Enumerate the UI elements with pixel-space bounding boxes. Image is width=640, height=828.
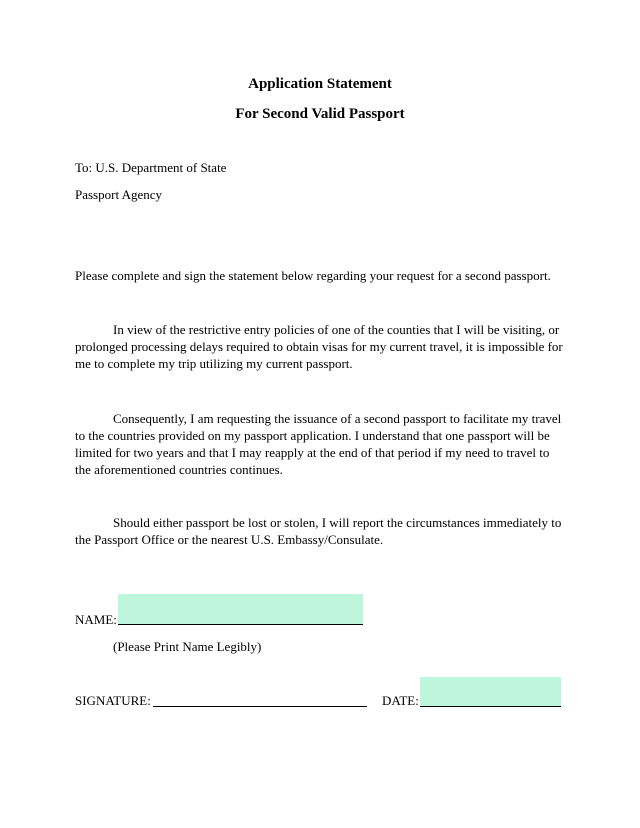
statement-paragraph-2: [75, 410, 567, 478]
instruction-text: Please complete and sign the statement below regarding your request for a second passport.: [75, 268, 551, 283]
signature-label: SIGNATURE:: [75, 693, 151, 708]
document-subtitle: For Second Valid Passport: [235, 106, 405, 122]
agency-line: Passport Agency: [75, 187, 163, 202]
paragraph-text: Consequently, I am requesting the issuance of a second passport to facilitate my travel to the countries provided on my passport application. I understand that one passport will be limited for two years and that I may reapply at the end of that period if my need to travel to the aforementioned countries continues.: [75, 411, 562, 477]
name-input[interactable]: [118, 594, 363, 625]
name-hint: (Please Print Name Legibly): [113, 639, 262, 654]
signature-line[interactable]: [153, 706, 367, 707]
date-label: DATE:: [382, 693, 419, 708]
document-title: Application Statement: [248, 76, 392, 92]
date-input[interactable]: [420, 677, 561, 707]
name-underline: [118, 624, 363, 625]
name-label: NAME:: [75, 612, 117, 627]
statement-paragraph-3: [75, 514, 567, 548]
paragraph-text: Should either passport be lost or stolen, I will report the circumstances immediately to the Passport Office or the nearest U.S. Embassy/Consulate.: [75, 515, 562, 547]
date-underline: [420, 706, 561, 707]
recipient-line: To: U.S. Department of State: [75, 160, 227, 175]
paragraph-text: In view of the restrictive entry policies of one of the counties that I will be visiting, or prolonged processing delays required to obtain visas for my current travel, it is impossible for me to complete my trip utilizing my current passport.: [75, 322, 563, 371]
statement-paragraph-1: [75, 321, 567, 372]
